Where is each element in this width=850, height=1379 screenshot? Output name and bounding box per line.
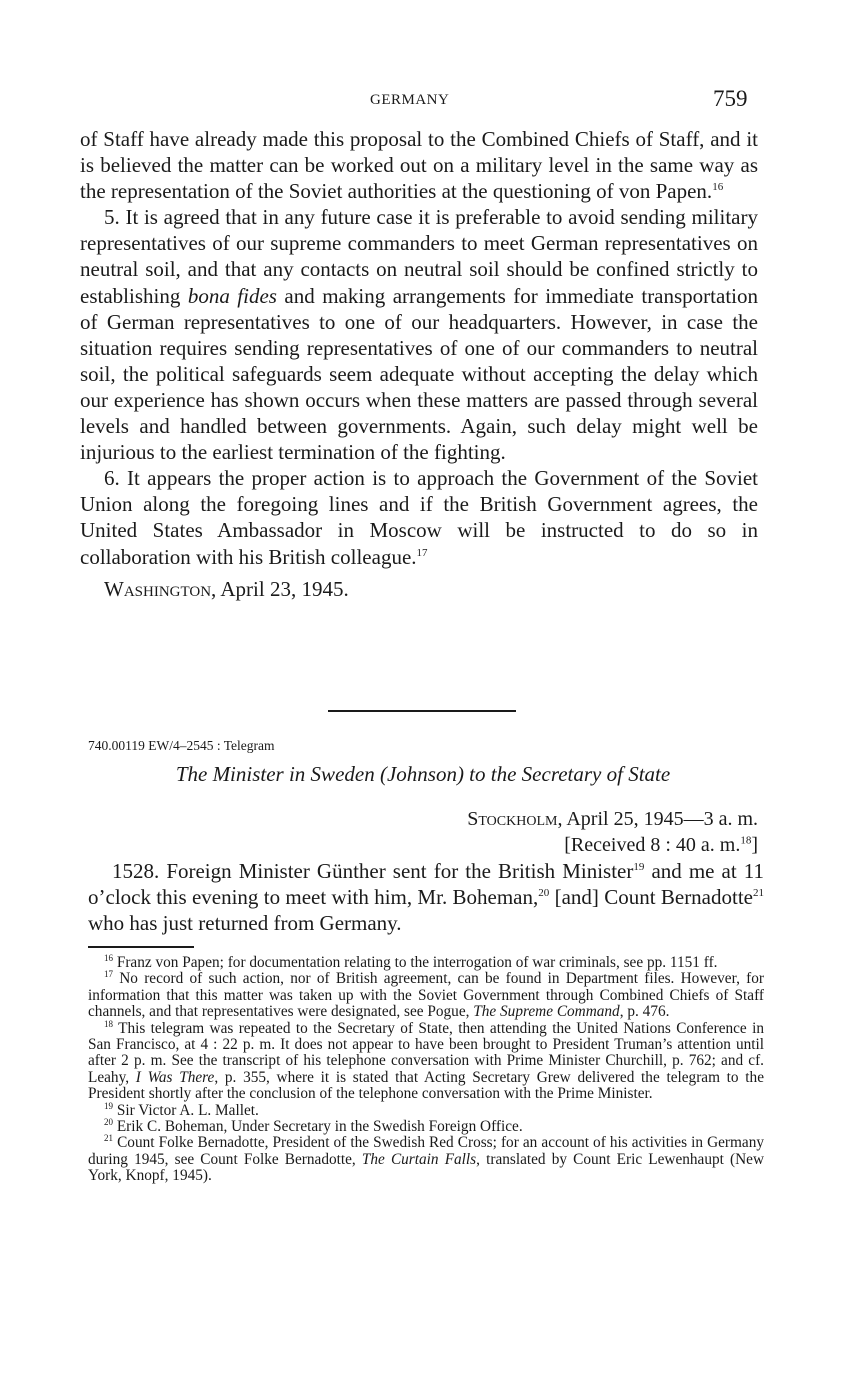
dateline-place: Washington: [104, 576, 212, 601]
footnote-ref-19: 19: [633, 861, 645, 873]
footnote-19: $^{19}$ Sir Victor A. L. Mallet.: [104, 1100, 259, 1119]
paragraph-5: 5. It is agreed that in any future case it is preferable to avoid sending military representatives of our supreme commanders to meet German representatives on neutral soil, and that any contacts on neutral soil should be confined strictly to establishing bona fides and making arrangements for immediate transportation of German representatives to one of our headquarters. However, in case the situation requires sending representatives of one of our commanders to neutral soil, the political safeguards seem adequate without accepting the delay which our experience has shown occurs when these matters are passed through several levels and handled between governments. Again, such delay might well be injurious to the earliest termination of the fighting.: [80, 205, 758, 465]
footnote-divider: [88, 946, 194, 948]
running-head-title: GERMANY: [370, 92, 450, 108]
footnotes: [88, 952, 765, 1185]
footnote-ref-20: 20: [538, 887, 550, 899]
footnote-ref-21: 21: [753, 887, 764, 899]
dateline: [80, 576, 758, 602]
origin-place: Stockholm: [467, 808, 558, 830]
footnote-18: $^{18}$ This telegram was repeated to the Secretary of State, then attending the United Nations Conference in San Francisco, at 4 : 22 p. m. It does not appear to have been brought to President Truman’s attention until after 2 p. m. See the transcript of his telephone conversation with Prime Minister Churchill, p. 762; and cf. Leahy, I Was There, p. 355, where it is stated that Acting Secretary Grew delivered the telegram to the President shortly after the conclusion of the telephone conversation with the Prime Minister.: [88, 1018, 764, 1103]
body-text: [80, 126, 758, 602]
file-number: 740.00119 EW/4–2545 : Telegram: [88, 738, 275, 753]
telegram-text: [88, 858, 764, 936]
origin-line: [88, 806, 758, 832]
italic-phrase: bona fides: [187, 283, 277, 308]
paragraph-6: 6. It appears the proper action is to approach the Government of the Soviet Union along the foregoing lines and if the British Government agrees, the United States Ambassador in Moscow will be instructed to do so in collaboration with his British colleague.$^{17}$: [80, 466, 758, 569]
received-line: [Received 8 : 40 a. m.$^{18}$]: [564, 834, 758, 856]
origin-block: [88, 806, 758, 858]
section-divider: [328, 710, 516, 712]
telegram-paragraph: 1528. Foreign Minister Günther sent for the British Minister$^{19}$ and me at 11 o’clock this evening to meet with him, Mr. Boheman,$^{20}$ [and] Count Bernadotte$^{21}$ who has just returned from Germany.: [88, 859, 764, 935]
footnote-ref-16: 16: [712, 181, 724, 194]
origin-date: , April 25, 1945—3 a. m.: [557, 808, 758, 830]
page-number: 759: [713, 86, 748, 111]
footnote-21: $^{21}$ Count Folke Bernadotte, President of the Swedish Red Cross; for an account of his activities in Germany during 1945, see Count Folke Bernadotte, The Curtain Falls, translated by Count Eric Lewenhaupt (New York, Knopf, 1945).: [88, 1133, 765, 1185]
footnote-16: $^{16}$ Franz von Papen; for documentation relating to the interrogation of war criminals, see pp. 1151 ff.: [104, 952, 718, 971]
footnote-ref-18: 18: [740, 834, 752, 847]
footnote-ref-17: 17: [416, 546, 428, 559]
paragraph-1: of Staff have already made this proposal to the Combined Chiefs of Staff, and it is believed the matter can be worked out on a military level in the same way as the representation of the Soviet authorities at the questioning of von Papen.$^{16}$: [80, 127, 758, 204]
footnote-17: $^{17}$ No record of such action, nor of British agreement, can be found in Department files. However, for information that this matter was taken up with the Soviet Government through Combined Chiefs of Staff channels, and that representatives were designated, see Pogue, The Supreme Command, p. 476.: [88, 969, 764, 1021]
running-head: [0, 88, 850, 114]
dateline-date: , April 23, 1945.: [211, 576, 349, 601]
document-title: The Minister in Sweden (Johnson) to the Secretary of State: [175, 762, 671, 786]
footnote-20: $^{20}$ Erik C. Boheman, Under Secretary in the Swedish Foreign Office.: [104, 1116, 523, 1136]
